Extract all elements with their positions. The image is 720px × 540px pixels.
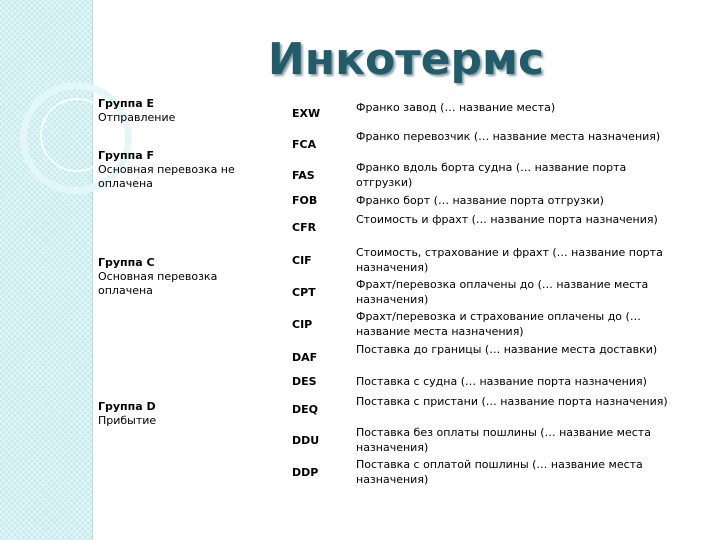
term-description: Франко завод (… название места) [356, 101, 556, 114]
term-description: Поставка до границы (… название места доставки) [356, 343, 658, 356]
term-code: DEQ [292, 403, 318, 416]
group-description: Основная перевозка оплачена [98, 270, 218, 297]
term-code: DDU [292, 434, 320, 447]
group-name: Группа D [98, 400, 156, 413]
term-description: Поставка с судна (… название порта назначения) [356, 375, 647, 388]
term-description: Франко вдоль борта судна (… название порта отгрузки) [356, 161, 627, 189]
term-description: Франко борт (… название порта отгрузки) [356, 194, 604, 207]
term-code: FOB [292, 194, 318, 207]
group-description: Основная перевозка не оплачена [98, 163, 235, 190]
group-e [98, 97, 268, 125]
decorative-side-band [0, 0, 93, 540]
term-code: CFR [292, 221, 317, 234]
group-c [98, 256, 268, 298]
group-f [98, 149, 268, 191]
term-code: FCA [292, 138, 317, 151]
group-description: Отправление [98, 111, 176, 124]
slide-title: Инкотермс [267, 34, 545, 85]
group-name: Группа F [98, 149, 155, 162]
term-description: Поставка с оплатой пошлины (… название места назначения) [356, 458, 643, 486]
term-code: CIF [292, 254, 312, 267]
term-description: Фрахт/перевозка оплачены до (… название места назначения) [356, 278, 649, 306]
term-description: Фрахт/перевозка и страхование оплачены до (… название места назначения) [356, 310, 641, 338]
term-code: FAS [292, 169, 315, 182]
term-code: CPT [292, 286, 316, 299]
term-description: Поставка с пристани (… название порта назначения) [356, 395, 668, 408]
group-description: Прибытие [98, 414, 157, 427]
term-description: Стоимость и фрахт (… название порта назначения) [356, 213, 658, 226]
group-d [98, 400, 268, 428]
term-code: EXW [292, 107, 321, 120]
term-code: DAF [292, 351, 318, 364]
term-description: Стоимость, страхование и фрахт (… название порта назначения) [356, 246, 663, 274]
term-description: Поставка без оплаты пошлины (… название места назначения) [356, 426, 651, 454]
group-name: Группа E [98, 97, 155, 110]
term-code: DES [292, 375, 317, 388]
term-description: Франко перевозчик (… название места назначения) [356, 130, 661, 143]
term-code: CIP [292, 318, 313, 331]
term-code: DDP [292, 466, 319, 479]
group-name: Группа C [98, 256, 155, 269]
